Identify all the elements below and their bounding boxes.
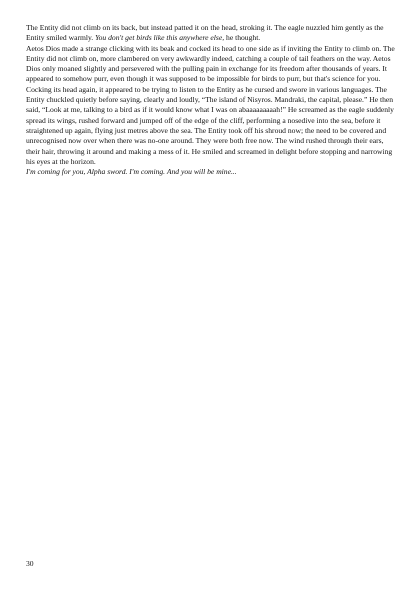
paragraph: Aetos Dios made a strange clicking with its beak and cocked its head to one side as if inviting the Entity to climb on. The Entity did not climb on, more clambered on very awkwardly indeed, catching a couple of tail feathers on the way. Aetos Dios only moaned slightly and persevered with the pulling pain in exchange for its freedom after thousands of years. It appeared to somehow purr, even though it was supposed to be impossible for birds to purr, but that's science for you. Cocking its head again, it appeared to be trying to listen to the Entity as he cursed and swore in various languages. The Entity chuckled quietly before saying, clearly and loudly, “The island of Nisyros. Mandraki, the capital, please.” He then said, “Look at me, talking to a bird as if it would know what I was on abaaaaaaaaah!” He screamed as the eagle suddenly spread its wings, rushed forward and jumped off of the edge of the cliff, performing a nosedive into the sea, before it straightened up again, flying just metres above the sea. The Entity took off his shroud now; the need to be covered and unrecognised now over when there was no-one around. They were both free now. The wind rushed through their ears, their hair, throwing it around and making a mess of it. He smiled and screamed in delight before stopping and narrowing his eyes at the horizon. bbox=[26, 43, 395, 166]
italic-thought-paragraph: I'm coming for you, Alpha sword. I'm coming. And you will be mine... bbox=[26, 167, 237, 177]
body-text bbox=[26, 23, 398, 177]
paragraph bbox=[26, 23, 398, 44]
italic-thought: You don't get birds like this anywhere else, bbox=[95, 33, 225, 43]
page-number: 30 bbox=[26, 559, 34, 568]
paragraph-text: he thought. bbox=[224, 33, 261, 43]
paragraph-text: The Entity did not climb on its back, but instead patted it on the head, stroking it. The eagle nuzzled him gently as the Entity smiled warmly. bbox=[26, 23, 384, 43]
